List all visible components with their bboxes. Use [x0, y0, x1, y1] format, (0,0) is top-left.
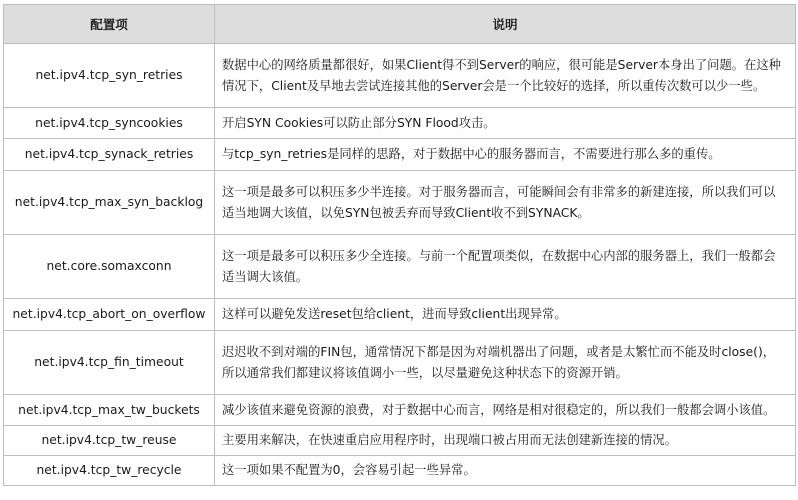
table-row	[4, 235, 796, 299]
header-description: 说明	[215, 5, 796, 44]
config-key: net.core.somaxconn	[4, 235, 215, 299]
header-config-item: 配置项	[4, 5, 215, 44]
config-key: net.ipv4.tcp_syn_retries	[4, 44, 215, 108]
table-row	[4, 331, 796, 395]
config-key: net.ipv4.tcp_synack_retries	[4, 139, 215, 171]
table-row	[4, 299, 796, 331]
config-description: 这一项是最多可以积压多少全连接。与前一个配置项类似，在数据中心内部的服务器上，我们一般都会适当调大该值。	[215, 235, 796, 299]
config-description: 这一项如果不配置为0，会容易引起一些异常。	[215, 456, 796, 486]
config-description: 主要用来解决，在快速重启应用程序时，出现端口被占用而无法创建新连接的情况。	[215, 426, 796, 456]
table-row	[4, 108, 796, 139]
config-description: 这样可以避免发送reset包给client，进而导致client出现异常。	[215, 299, 796, 331]
config-key: net.ipv4.tcp_max_tw_buckets	[4, 395, 215, 426]
config-key: net.ipv4.tcp_tw_reuse	[4, 426, 215, 456]
config-description: 迟迟收不到对端的FIN包，通常情况下都是因为对端机器出了问题，或者是太繁忙而不能及时close()，所以通常我们都建议将该值调小一些，以尽量避免这种状态下的资源开销。	[215, 331, 796, 395]
config-key: net.ipv4.tcp_abort_on_overflow	[4, 299, 215, 331]
config-description: 开启SYN Cookies可以防止部分SYN Flood攻击。	[215, 108, 796, 139]
config-description: 与tcp_syn_retries是同样的思路，对于数据中心的服务器而言，不需要进行那么多的重传。	[215, 139, 796, 171]
config-description: 数据中心的网络质量都很好，如果Client得不到Server的响应，很可能是Server本身出了问题。在这种情况下，Client及早地去尝试连接其他的Server会是一个比较好的选择，所以重传次数可以少一些。	[215, 44, 796, 108]
table-row	[4, 456, 796, 486]
table-row	[4, 44, 796, 108]
config-key: net.ipv4.tcp_fin_timeout	[4, 331, 215, 395]
config-key: net.ipv4.tcp_tw_recycle	[4, 456, 215, 486]
table-row	[4, 426, 796, 456]
table-row	[4, 139, 796, 171]
config-table	[3, 4, 796, 486]
table-row	[4, 171, 796, 235]
config-description: 减少该值来避免资源的浪费，对于数据中心而言，网络是相对很稳定的，所以我们一般都会调小该值。	[215, 395, 796, 426]
config-key: net.ipv4.tcp_max_syn_backlog	[4, 171, 215, 235]
config-key: net.ipv4.tcp_syncookies	[4, 108, 215, 139]
table-header-row	[4, 5, 796, 44]
table-row	[4, 395, 796, 426]
config-description: 这一项是最多可以积压多少半连接。对于服务器而言，可能瞬间会有非常多的新建连接，所以我们可以适当地调大该值，以免SYN包被丢弃而导致Client收不到SYNACK。	[215, 171, 796, 235]
